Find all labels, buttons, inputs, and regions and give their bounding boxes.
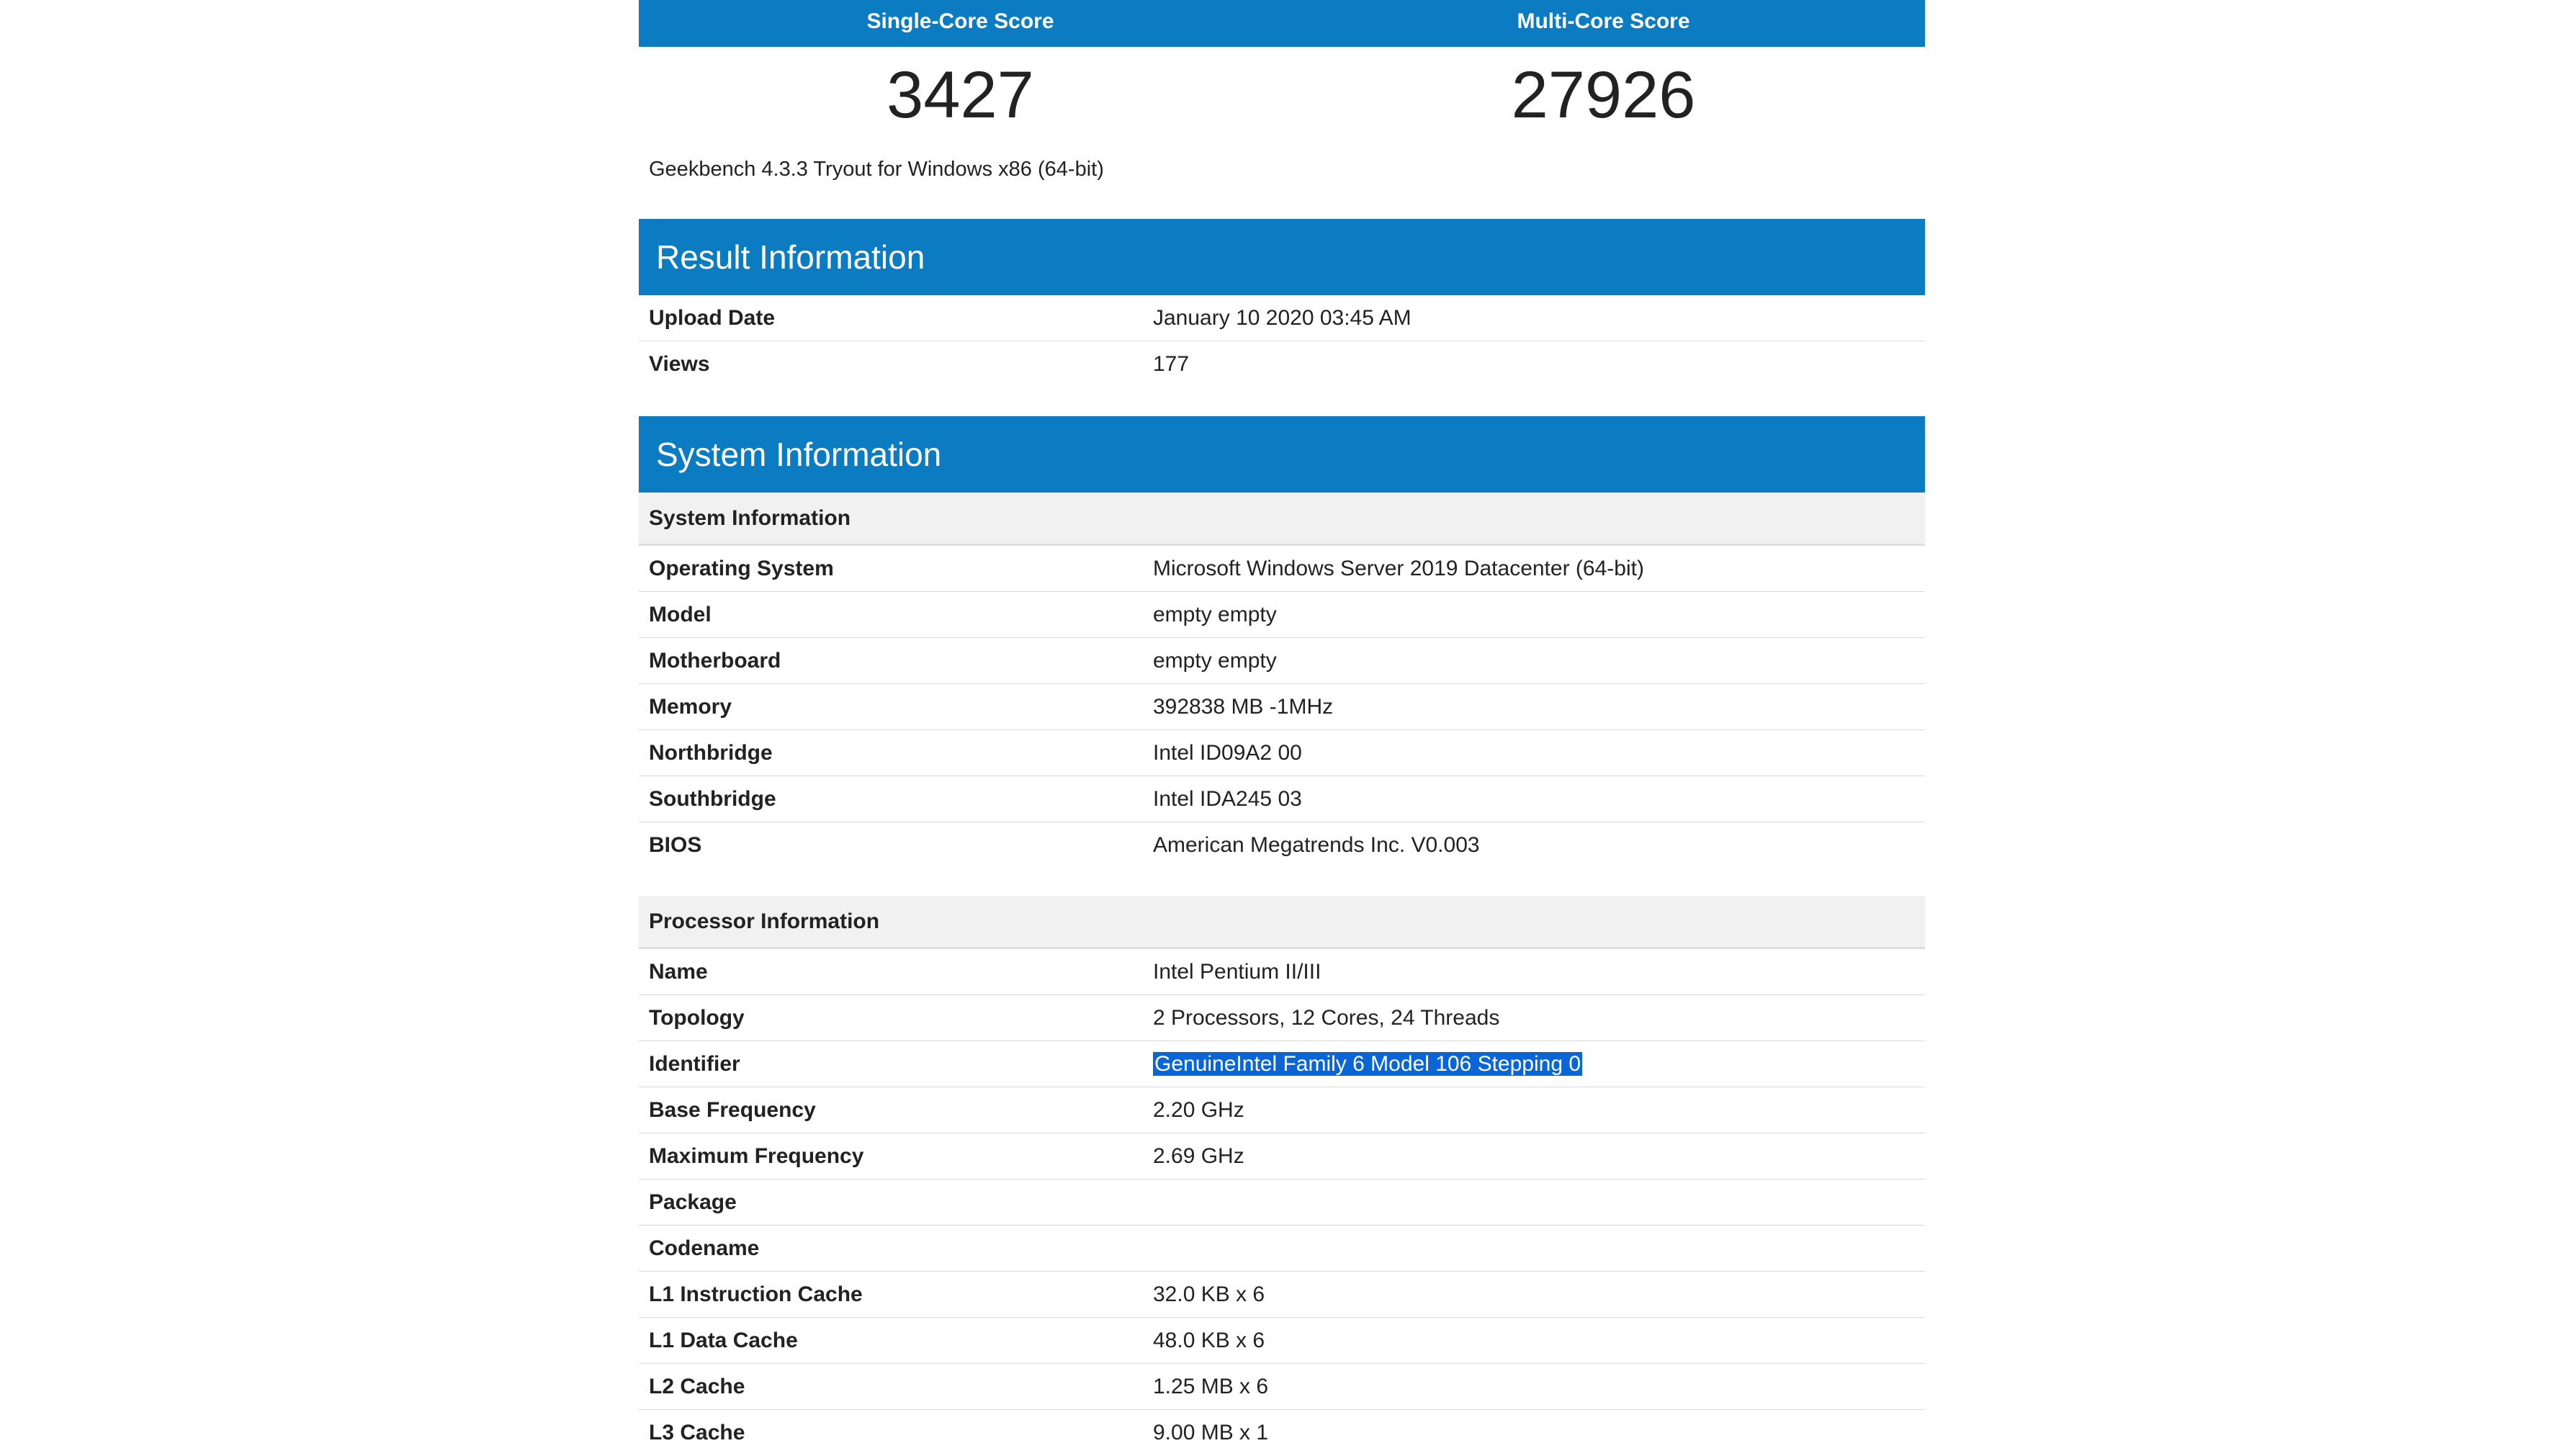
- table-row: [639, 684, 1925, 730]
- table-row: [639, 822, 1925, 868]
- table-row: [639, 1087, 1925, 1133]
- row-value: 2.20 GHz: [1153, 1097, 1244, 1122]
- processor-information-table: [639, 896, 1925, 1456]
- score-header-bar: [639, 0, 1925, 47]
- row-value: 9.00 MB x 1: [1153, 1421, 1269, 1444]
- row-key: Package: [649, 1190, 737, 1214]
- row-key: L2 Cache: [649, 1374, 745, 1398]
- table-row: [639, 1364, 1925, 1410]
- table-row: [639, 1272, 1925, 1318]
- row-value[interactable]: [1153, 1052, 1582, 1077]
- score-values: [639, 52, 1925, 138]
- multi-core-score-label: Multi-Core Score: [1517, 9, 1690, 33]
- row-key: Name: [649, 959, 708, 984]
- system-information-table: [639, 493, 1925, 868]
- single-core-score-value: 3427: [887, 58, 1034, 132]
- row-key: L3 Cache: [649, 1421, 745, 1444]
- row-key: Codename: [649, 1236, 760, 1260]
- system-information-subheader: System Information: [639, 493, 1925, 546]
- row-value: Intel Pentium II/III: [1153, 959, 1321, 984]
- row-value: Microsoft Windows Server 2019 Datacenter (64-bit): [1153, 556, 1644, 580]
- selected-identifier-text[interactable]: GenuineIntel Family 6 Model 106 Stepping 0: [1154, 1051, 1581, 1076]
- result-information-header: Result Information: [639, 219, 1925, 295]
- row-value: American Megatrends Inc. V0.003: [1153, 833, 1480, 857]
- row-value: empty empty: [1153, 602, 1277, 626]
- row-key: Southbridge: [649, 786, 776, 811]
- system-information-header: System Information: [639, 416, 1925, 493]
- table-row: [639, 1041, 1925, 1087]
- row-key: Upload Date: [649, 305, 776, 330]
- row-key: Maximum Frequency: [649, 1143, 864, 1168]
- row-value: 2 Processors, 12 Cores, 24 Threads: [1153, 1005, 1500, 1030]
- row-value: 177: [1153, 352, 1190, 376]
- row-value: empty empty: [1153, 648, 1277, 673]
- row-key: L1 Data Cache: [649, 1328, 798, 1352]
- table-row: [639, 1179, 1925, 1226]
- table-row: [639, 638, 1925, 684]
- row-key: Operating System: [649, 556, 834, 580]
- row-key: Northbridge: [649, 740, 773, 765]
- table-row: [639, 1410, 1925, 1456]
- table-row: [639, 949, 1925, 995]
- table-row: [639, 1133, 1925, 1179]
- row-key: Model: [649, 602, 712, 626]
- row-key: Motherboard: [649, 648, 781, 673]
- row-key: Views: [649, 352, 710, 376]
- row-value: January 10 2020 03:45 AM: [1153, 305, 1412, 330]
- multi-core-score-value: 27926: [1511, 58, 1696, 132]
- table-row: [639, 776, 1925, 822]
- benchmark-result-page: [639, 0, 1925, 1449]
- table-row: [639, 995, 1925, 1041]
- table-row: [639, 341, 1925, 387]
- table-row: [639, 295, 1925, 341]
- table-row: [639, 546, 1925, 592]
- row-value: 2.69 GHz: [1153, 1143, 1244, 1168]
- table-row: [639, 1226, 1925, 1272]
- processor-information-subheader: Processor Information: [639, 896, 1925, 949]
- row-value: Intel IDA245 03: [1153, 786, 1302, 811]
- row-key: Identifier: [649, 1051, 740, 1076]
- row-value: Intel ID09A2 00: [1153, 740, 1302, 765]
- row-key: L1 Instruction Cache: [649, 1282, 863, 1306]
- row-key: Memory: [649, 694, 732, 719]
- row-value: 32.0 KB x 6: [1153, 1282, 1265, 1306]
- table-row: [639, 730, 1925, 776]
- row-key: Base Frequency: [649, 1097, 816, 1122]
- single-core-score-label: Single-Core Score: [866, 9, 1054, 33]
- row-key: BIOS: [649, 833, 702, 857]
- table-row: [639, 1318, 1925, 1364]
- row-value: 392838 MB -1MHz: [1153, 694, 1334, 719]
- row-key: Topology: [649, 1005, 745, 1030]
- table-row: [639, 592, 1925, 638]
- geekbench-version: Geekbench 4.3.3 Tryout for Windows x86 (64-bit): [649, 158, 1104, 181]
- row-value: 1.25 MB x 6: [1153, 1374, 1269, 1398]
- result-information-table: [639, 295, 1925, 387]
- row-value: 48.0 KB x 6: [1153, 1328, 1265, 1352]
